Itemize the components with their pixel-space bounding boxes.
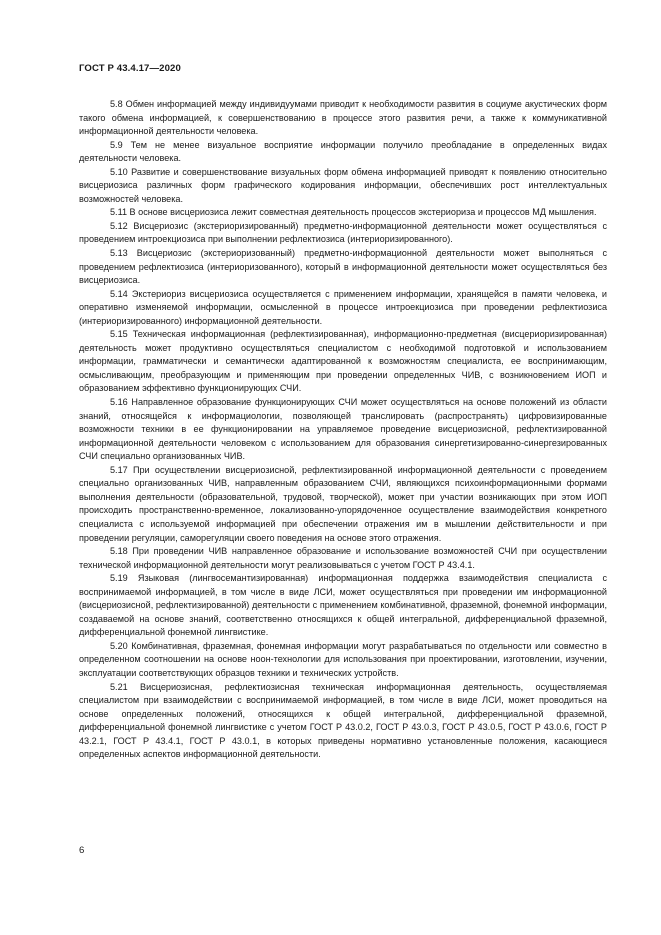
paragraph-5-15: 5.15 Техническая информационная (рефлектизированная), информационно-предметная (висцериоризированная) деятельность может продуктивно осуществляться специалистом с необходимой подготовкой и использованием информации, грамматически и семантически адаптированной к возможностям специалиста, ее воспринимающим, осмысливающим, преобразующим и применяющим при проведении определенных ЧИВ, с возникновением ИОП и образованием эффективно функционирующих СЧИ. [79,329,607,394]
paragraph-5-20: 5.20 Комбинативная, фраземная, фонемная информации могут разрабатываться по отдельности или совместно в определенном соотношении на основе ноон-технологии для использования при проектировании, изготовлении, изучении, эксплуатации соответствующих образцов техники и технических устройств. [79,640,607,678]
paragraph-5-21: 5.21 Висцериозисная, рефлектиозисная техническая информационная деятельность, осуществляемая специалистом при взаимодействии с воспринимаемой информацией, в том числе в виде ЛСИ, может проводиться на основе определенных положений, относящихся к общей интегральной, дифференциальной фраземной, дифференциальной фонемной лингвистике с учетом ГОСТ Р 43.0.2, ГОСТ Р 43.0.3, ГОСТ Р 43.0.5, ГОСТ Р 43.0.6, ГОСТ Р 43.2.1, ГОСТ Р 43.4.1, ГОСТ Р 43.0.1, в которых приведены нормативно установленные положения, касающиеся определенных аспектов информационной деятельности. [79,681,607,760]
paragraph-5-9: 5.9 Тем не менее визуальное восприятие информации получило преобладание в определенных видах деятельности человека. [79,139,607,164]
paragraph-5-12: 5.12 Висцериозис (экстериоризированный) предметно-информационной деятельности может осуществляться с проведением интроекциозиса при выполнении рефлектиозиса (интериоризированного). [79,220,607,245]
paragraph-5-10: 5.10 Развитие и совершенствование визуальных форм обмена информацией приводят к появлению относительно висцериозиса различных форм графического кодирования информации, обеспечивших рост интеллектуальных возможностей человека. [79,166,607,204]
paragraph-5-19: 5.19 Языковая (лингвосемантизированная) информационная поддержка взаимодействия специалиста с воспринимаемой информацией, в том числе в виде ЛСИ, может осуществляться при проведении им информационной (висцериозисной, рефлектизированной) деятельности с применением комбинативной, фраземной, фонемной информации, создаваемой на основе знаний, соответственно относящихся к общей интегральной, дифференциальной фраземной, дифференциальной фонемной лингвистике. [79,573,607,638]
paragraph-5-16: 5.16 Направленное образование функционирующих СЧИ может осуществляться на основе положений из области знаний, относящейся к информациологии, позволяющей транслировать (распространять) цифровизированные возможности техники в ее функционировании на управляемое проведение висцериозисной, рефлектизированной информационной деятельности человеком с использованием для образования синергетизированно-синергезированных СЧИ специально организованных ЧИВ. [79,397,607,462]
document-body [79,98,607,762]
document-code-header: ГОСТ Р 43.4.17—2020 [79,63,181,74]
paragraph-5-14: 5.14 Экстериориз висцериозиса осуществляется с применением информации, хранящейся в памяти человека, и оперативно изменяемой информации, осмысленной в процессе интроекциозиса при проведении рефлектиозиса (интериоризированного) информационной деятельности. [79,288,607,326]
paragraph-5-17: 5.17 При осуществлении висцериозисной, рефлектизированной информационной деятельности с проведением специально организованных ЧИВ, направленным образованием СЧИ, являющихся психоинформационными формами выполнения деятельности (образовательной, трудовой, творческой), может при участии возникающих при этом ИОП происходить пространственно-временное, локализованно-упорядоченное осуществление взаимодействия конкретного специалиста с используемой информацией при обеспечении отражения им в мышлении действительности и при проведении регуляции, саморегуляции своего поведения на основе этого отражения. [79,464,607,543]
page-number: 6 [79,845,85,856]
paragraph-5-18: 5.18 При проведении ЧИВ направленное образование и использование возможностей СЧИ при осуществлении технической информационной деятельности могут реализовываться с учетом ГОСТ Р 43.4.1. [79,546,607,570]
paragraph-5-8: 5.8 Обмен информацией между индивидуумами приводит к необходимости развития в социуме акустических форм такого обмена информацией, к совершенствованию в процессе этого развития речи, а также к коммуникативной информационной деятельности человека. [79,99,607,137]
paragraph-5-11: 5.11 В основе висцериозиса лежит совместная деятельность процессов экстериориза и процессов МД мышления. [110,207,597,218]
paragraph-5-13: 5.13 Висцериозис (экстериоризованный) предметно-информационной деятельности может выполняться с проведением рефлектиозиса (интериоризованного), который в информационной деятельности может осуществляться без висцериозиса. [79,248,607,286]
